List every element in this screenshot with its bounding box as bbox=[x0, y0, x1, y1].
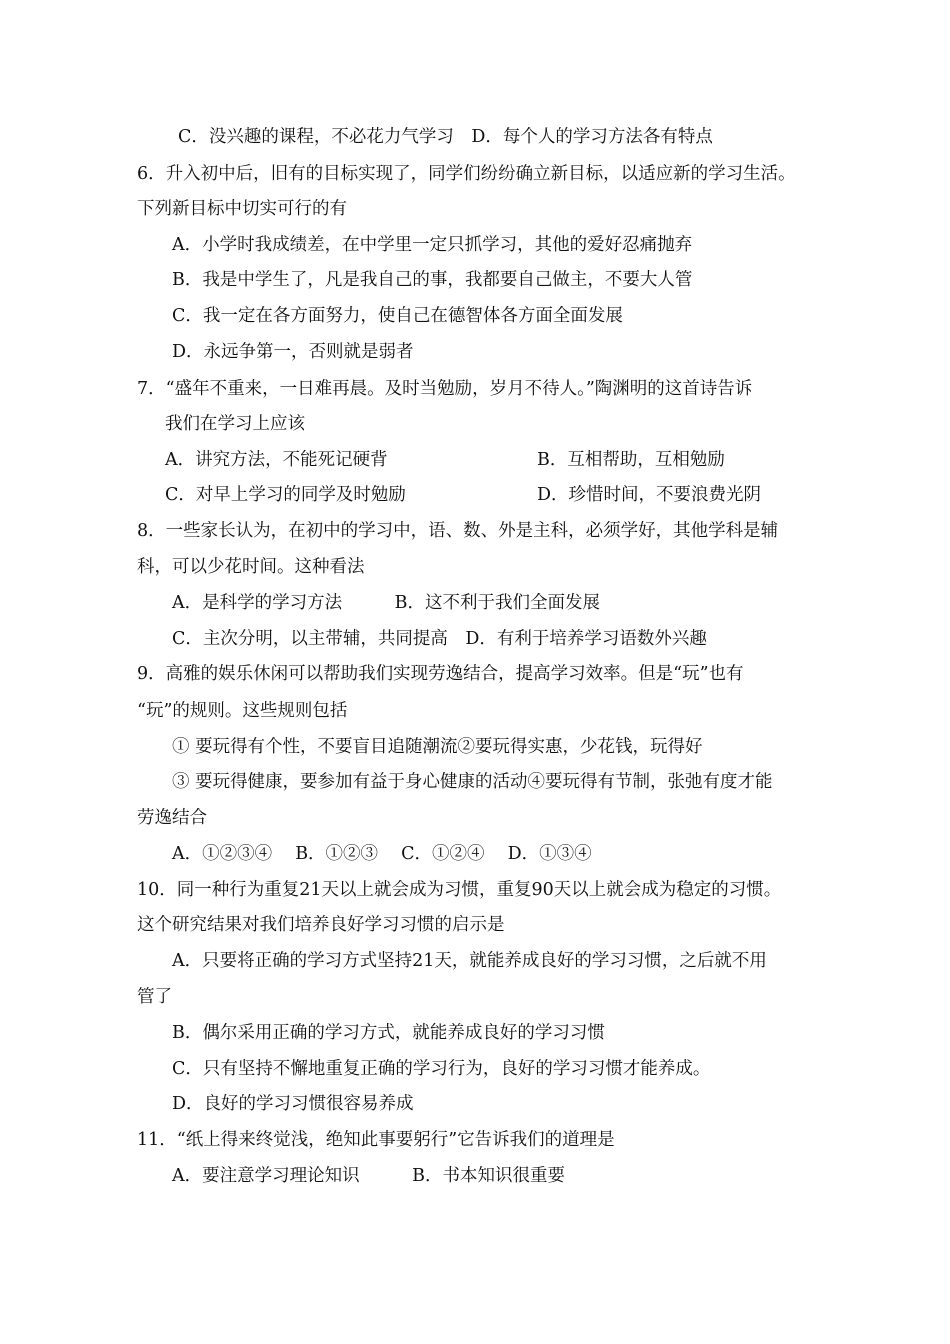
q10-option-d: D．良好的学习习惯很容易养成 bbox=[172, 1094, 414, 1114]
q6-option-c: C．我一定在各方面努力，使自己在德智体各方面全面发展 bbox=[172, 306, 623, 326]
q9-stem-line-1: 9．高雅的娱乐休闲可以帮助我们实现劳逸结合，提高学习效率。但是“玩”也有 bbox=[137, 664, 744, 684]
q10-option-b: B．偶尔采用正确的学习方式，就能养成良好的学习习惯 bbox=[172, 1023, 605, 1043]
q8-option-cd: C．主次分明，以主带辅，共同提高 D．有利于培养学习语数外兴趣 bbox=[172, 629, 707, 649]
q5-option-cd: C．没兴趣的课程，不必花力气学习 D．每个人的学习方法各有特点 bbox=[178, 127, 713, 147]
q10-option-a-line-2: 管了 bbox=[137, 987, 172, 1007]
q6-option-a: A．小学时我成绩差，在中学里一定只抓学习，其他的爱好忍痛抛弃 bbox=[172, 235, 693, 255]
q10-option-a-line-1: A．只要将正确的学习方式坚持21天，就能养成良好的学习习惯，之后就不用 bbox=[172, 951, 767, 971]
q6-stem-line-2: 下列新目标中切实可行的有 bbox=[137, 199, 347, 219]
q10-option-c: C．只有坚持不懈地重复正确的学习行为，良好的学习习惯才能养成。 bbox=[172, 1059, 711, 1079]
q6-stem-line-1: 6．升入初中后，旧有的目标实现了，同学们纷纷确立新目标，以适应新的学习生活。 bbox=[137, 164, 796, 184]
q8-stem-line-1: 8．一些家长认为，在初中的学习中，语、数、外是主科，必须学好，其他学科是辅 bbox=[137, 521, 779, 541]
q7-option-d: D．珍惜时间，不要浪费光阴 bbox=[537, 485, 762, 505]
q7-stem-line-1: 7．“盛年不重来，一日难再晨。及时当勉励，岁月不待人。”陶渊明的这首诗告诉 bbox=[137, 379, 753, 399]
q6-option-b: B．我是中学生了，凡是我自己的事，我都要自己做主，不要大人管 bbox=[172, 270, 693, 290]
q9-item-2: ③ 要玩得健康，要参加有益于身心健康的活动④要玩得有节制，张弛有度才能 bbox=[172, 772, 773, 792]
q9-stem-line-2: “玩”的规则。这些规则包括 bbox=[137, 701, 348, 721]
q7-option-c: C．对早上学习的同学及时勉励 bbox=[165, 485, 406, 505]
q11-stem-line-1: 11．“纸上得来终觉浅，绝知此事要躬行”它告诉我们的道理是 bbox=[137, 1130, 615, 1150]
q8-option-ab: A．是科学的学习方法 B．这不利于我们全面发展 bbox=[172, 593, 600, 613]
q11-option-ab: A．要注意学习理论知识 B．书本知识很重要 bbox=[172, 1166, 565, 1186]
q7-option-b: B．互相帮助，互相勉励 bbox=[537, 450, 725, 470]
q9-item-3: 劳逸结合 bbox=[137, 808, 207, 828]
q9-item-1: ① 要玩得有个性，不要盲目追随潮流②要玩得实惠，少花钱，玩得好 bbox=[172, 737, 703, 757]
q10-stem-line-1: 10．同一种行为重复21天以上就会成为习惯，重复90天以上就会成为稳定的习惯。 bbox=[137, 880, 782, 900]
q7-stem-line-2: 我们在学习上应该 bbox=[165, 414, 305, 434]
q9-options: A．①②③④ B．①②③ C．①②④ D．①③④ bbox=[172, 844, 592, 864]
q6-option-d: D．永远争第一，否则就是弱者 bbox=[172, 342, 414, 362]
q10-stem-line-2: 这个研究结果对我们培养良好学习习惯的启示是 bbox=[137, 915, 505, 935]
q8-stem-line-2: 科，可以少花时间。这种看法 bbox=[137, 557, 365, 577]
q7-option-a: A．讲究方法，不能死记硬背 bbox=[165, 450, 388, 470]
